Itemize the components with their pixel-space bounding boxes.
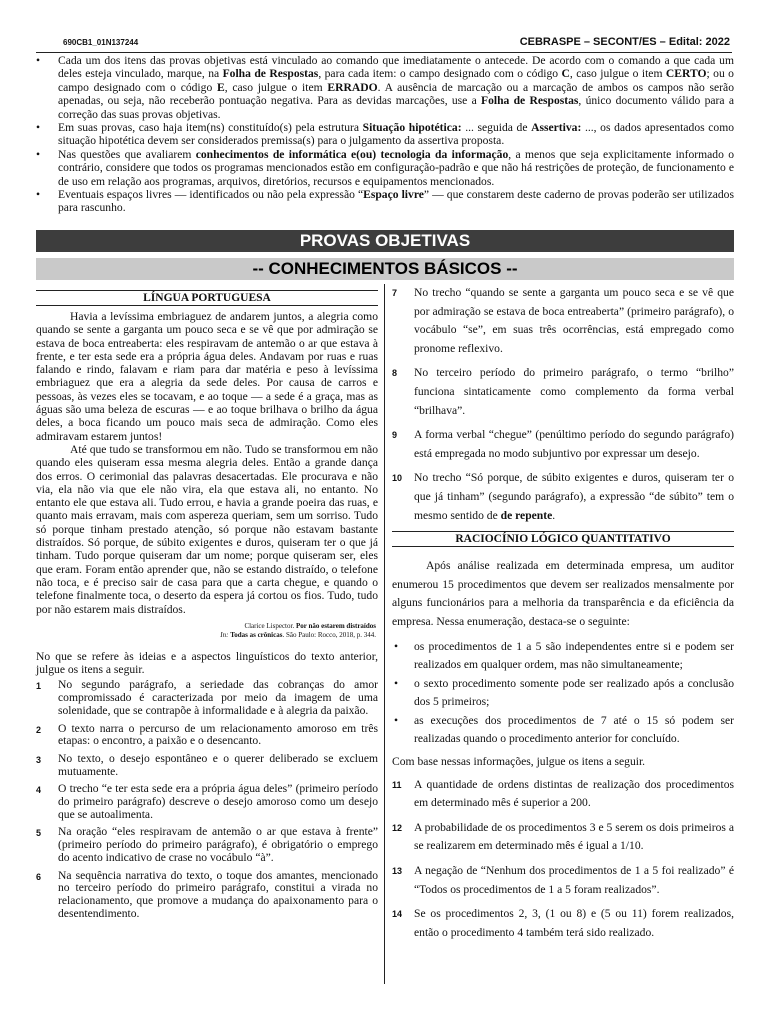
- logic-paragraph: Após análise realizada em determinada empresa, um auditor enumerou 15 procedimentos que devem ser realizados mensalmente por alguns funcionários para a melhoria da transparência e da eficiência da empresa. Nessa enumeração, destaca-se o seguinte:: [392, 559, 734, 628]
- text-paragraph: Até que tudo se transformou em não. Tudo se transformou em não quando eles quiseram essa mesma alegria deles. Então a grande dança dos erros. O cerimonial das palavras desacertadas. Ele procurava e não via, ela não via que ele não vira, ela que estava ali, no entanto. No entanto ele que estava ali. Tudo errou, e havia a grande poeira das ruas, e quanto mais erravam, mais com aspereza queriam, sem um sorriso. Tudo só porque tinham prestado atenção, só porque não estavam bastante distraídos. Só porque, de súbito exigentes e duros, quiseram ter o que já tinham. Tudo porque quiseram dar um nome; porque quiseram ser, eles que eram. Foram então aprender que, não se estando distraído, o telefone não toca, e é preciso sair de casa para que a carta chegue, e quando o telefone finalmente toca, o deserto da espera já cortou os fios. Tudo, tudo por não estarem mais distraídos.: [36, 442, 378, 616]
- question-item: 6 Na sequência narrativa do texto, o toque dos amantes, mencionado no terceiro período do primeiro parágrafo, constitui a virada no relacionamento, que promove a mudança do apaixonamento para o desentendimento.: [36, 868, 378, 920]
- question-item: 11 A quantidade de ordens distintas de realização dos procedimentos em determinado mês é superior a 200.: [392, 777, 734, 810]
- citation: Clarice Lispector. Por não estarem distraídos In: Todas as crônicas. São Paulo: Rocco, 2018, p. 344.: [220, 621, 376, 639]
- section-banner-main: PROVAS OBJETIVAS: [36, 230, 734, 252]
- question-item: 14 Se os procedimentos 2, 3, (1 ou 8) e (5 ou 11) forem realizados, então o procedimento 4 também terá sido realizado.: [392, 907, 734, 939]
- question-item: 4 O trecho “e ter esta sede era a própria água deles” (primeiro período do primeiro parágrafo) descreve o desejo amoroso como um desejo que se autoalimenta.: [36, 782, 378, 821]
- instruction-item: • Nas questões que avaliarem conhecimentos de informática e(ou) tecnologia da informação, a menos que seja explicitamente informado o contrário, considere que todos os programas mencionados estão em configuração-padrão e que não há restrições de proteção, de funcionamento e de uso em relação aos programas, arquivos, diretórios, recursos e equipamentos mencionados.: [36, 148, 734, 188]
- logic-intro: Com base nessas informações, julgue os itens a seguir.: [392, 755, 646, 769]
- question-item: 12 A probabilidade de os procedimentos 3 e 5 serem os dois primeiros a se realizarem em determinado mês é igual a 1/10.: [392, 820, 734, 853]
- question-item: 10 No trecho “Só porque, de súbito exigentes e duros, quiseram ter o que já tinham” (segundo parágrafo), a expressão “de súbito” tem o mesmo sentido de de repente.: [392, 471, 734, 522]
- left-column: [36, 284, 378, 925]
- question-item: 9 A forma verbal “chegue” (penúltimo período do segundo parágrafo) está empregada no modo subjuntivo por expressar um desejo.: [392, 428, 734, 460]
- question-item: 5 Na oração “eles respiravam de antemão o ar que estava à frente” (primeiro período do primeiro parágrafo), é obrigatório o emprego do acento indicativo de crase no vocábulo “à”.: [36, 825, 378, 864]
- logic-bullet: • os procedimentos de 1 a 5 são independentes entre si e podem ser realizados em qualquer ordem, mas não simultaneamente;: [392, 638, 734, 675]
- right-column: [392, 284, 734, 948]
- items-intro: No que se refere às ideias e a aspectos linguísticos do texto anterior, julgue os itens a seguir.: [36, 649, 378, 677]
- exam-title: CEBRASPE – SECONT/ES – Edital: 2022: [519, 36, 730, 48]
- question-item: 8 No terceiro período do primeiro parágrafo, o termo “brilho” funciona sintaticamente como complemento da forma verbal “brilhava”.: [392, 366, 734, 417]
- logic-bullets: [392, 638, 734, 750]
- instruction-item: • Eventuais espaços livres — identificados ou não pela expressão “Espaço livre” — que constarem deste caderno de provas poderão ser utilizados para rascunho.: [36, 188, 734, 215]
- logic-title: RACIOCÍNIO LÓGICO QUANTITATIVO: [392, 531, 734, 547]
- question-item: 7 No trecho “quando se sente a garganta um pouco seca e se vê que por admiração se estava de boca entreaberta” (primeiro parágrafo), o vocábulo “se”, em suas três ocorrências, está empregado como pronome reflexivo.: [392, 286, 734, 355]
- instruction-item: • Em suas provas, caso haja item(ns) constituído(s) pela estrutura Situação hipotética: ... seguida de Assertiva: ..., os dados apresentados como situação hipotética devem ser considerados premissa(s) para o julgamento da assertiva proposta.: [36, 121, 734, 148]
- section-banner-sub: -- CONHECIMENTOS BÁSICOS --: [36, 258, 734, 280]
- column-divider: [384, 284, 385, 984]
- page-header: [36, 36, 732, 53]
- booklet-code: 690CB1_01N137244: [63, 38, 139, 47]
- portuguese-title: LÍNGUA PORTUGUESA: [36, 290, 378, 306]
- question-item: 3 No texto, o desejo espontâneo e o querer deliberado se excluem mutuamente.: [36, 751, 378, 778]
- question-item: 1 No segundo parágrafo, a seriedade das cobranças do amor compromissado é caracterizada por meio da imagem de uma solenidade, que se contrapõe à informalidade e à alegria da paixão.: [36, 678, 378, 717]
- instruction-item: • Cada um dos itens das provas objetivas está vinculado ao comando que imediatamente o antecede. De acordo com o comando a que cada um deles esteja vinculado, marque, na Folha de Respostas, para cada item: o campo designado com o código C, caso julgue o item CERTO; ou o campo designado com o código E, caso julgue o item ERRADO. A ausência de marcação ou a marcação de ambos os campos não serão apenadas, ou seja, não receberão pontuação negativa. Para as devidas marcações, use a Folha de Respostas, único documento válido para a correção das suas provas objetivas.: [36, 54, 734, 121]
- logic-bullet: • as execuções dos procedimentos de 7 até o 15 só podem ser realizadas quando o procedimento anterior for concluído.: [392, 712, 734, 749]
- question-item: 2 O texto narra o percurso de um relacionamento amoroso em três etapas: o encontro, a paixão e o desencanto.: [36, 721, 378, 748]
- text-paragraph: Havia a levíssima embriaguez de andarem juntos, a alegria como quando se sente a garganta um pouco seca e se vê que por admiração se estava de boca entreaberta: eles respiravam de antemão o ar que estava à frente, e ter esta sede era a própria água deles. Andavam por ruas e ruas falando e rindo, falavam e riam para dar matéria e peso à levíssima embriaguez que era a alegria da sede deles. Por causa de carros e pessoas, às vezes eles se tocavam, e ao toque — a sede é a graça, mas as águas são uma beleza de escuras — e ao toque brilhava o brilho da água deles, a boca ficando um pouco mais seca de admiração. Como eles admiravam estarem juntos!: [36, 310, 378, 443]
- logic-bullet: • o sexto procedimento somente pode ser realizado após a conclusão dos 5 primeiros;: [392, 675, 734, 712]
- question-item: 13 A negação de “Nenhum dos procedimentos de 1 a 5 foi realizado” é “Todos os procedimentos de 1 a 5 foram realizados”.: [392, 864, 734, 896]
- instructions-list: [36, 54, 734, 215]
